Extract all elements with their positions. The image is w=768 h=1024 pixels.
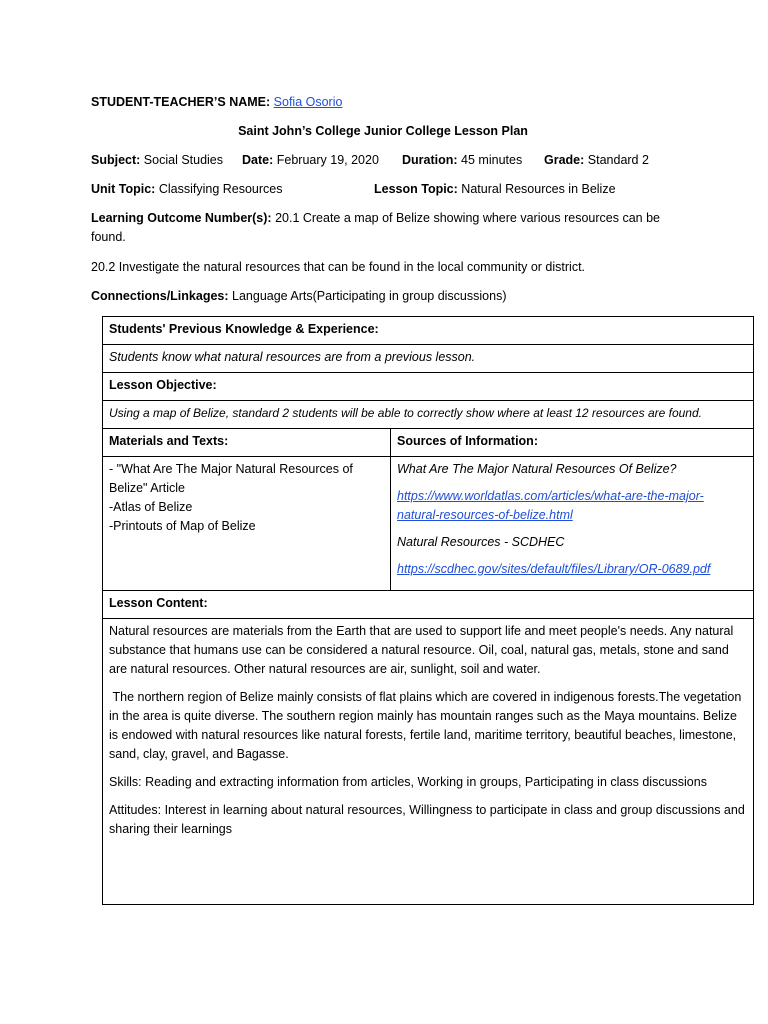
materials-cell <box>103 457 391 591</box>
materials-item: -Atlas of Belize <box>109 500 193 514</box>
learning-outcome-1: 20.1 Create a map of Belize showing where various resources can be <box>275 211 660 225</box>
duration-field <box>402 151 522 170</box>
table-row <box>103 591 754 619</box>
source-title-2: Natural Resources - SCDHEC <box>397 535 565 549</box>
objective-text: Using a map of Belize, standard 2 students will be able to correctly show where at least 12 resources are found. <box>103 401 754 429</box>
unit-topic-field <box>91 180 283 199</box>
materials-item: Belize" Article <box>109 481 185 495</box>
date-field <box>242 151 379 170</box>
table-row <box>103 401 754 429</box>
table-row <box>103 457 754 591</box>
sources-cell <box>391 457 754 591</box>
learning-outcome-2: 20.2 Investigate the natural resources that can be found in the local community or district. <box>91 260 586 274</box>
connections-label: Connections/Linkages: <box>91 289 229 303</box>
connections-value: Language Arts(Participating in group discussions) <box>232 289 507 303</box>
prior-knowledge-header: Students' Previous Knowledge & Experience: <box>103 317 754 345</box>
content-paragraph: Natural resources are materials from the Earth that are used to support life and meet people's needs. Any natural substance that humans use can be considered a natural resource. Oil, coal, natural gas, metals, stone and sand are natural resources. Other natural resources are air, sunlight, soil and water. <box>109 624 734 676</box>
lesson-plan-table <box>102 316 754 905</box>
table-row <box>103 619 754 905</box>
lesson-content-cell <box>103 619 754 905</box>
table-row <box>103 429 754 457</box>
grade-label: Grade: <box>544 153 585 167</box>
grade-value: Standard 2 <box>587 153 649 167</box>
materials-item: -Printouts of Map of Belize <box>109 519 256 533</box>
name-label: STUDENT-TEACHER’S NAME: <box>91 95 271 109</box>
skills-paragraph: Skills: Reading and extracting information from articles, Working in groups, Participating in class discussions <box>109 775 707 789</box>
duration-label: Duration: <box>402 153 458 167</box>
table-row <box>103 345 754 373</box>
source-url-1-line-a[interactable]: https://www.worldatlas.com/articles/what-are-the-major- <box>397 489 704 503</box>
source-url-1-line-b[interactable]: natural-resources-of-belize.html <box>397 508 573 522</box>
date-label: Date: <box>242 153 274 167</box>
subject-label: Subject: <box>91 153 141 167</box>
learning-outcome-line <box>91 209 660 228</box>
objective-header: Lesson Objective: <box>103 373 754 401</box>
lesson-topic-value: Natural Resources in Belize <box>461 182 616 196</box>
table-row <box>103 373 754 401</box>
learning-outcome-1-continued: found. <box>91 230 126 244</box>
source-url-2[interactable]: https://scdhec.gov/sites/default/files/Library/OR-0689.pdf <box>397 562 711 576</box>
unit-topic-label: Unit Topic: <box>91 182 156 196</box>
duration-value: 45 minutes <box>461 153 523 167</box>
source-url-1[interactable] <box>397 487 747 525</box>
lesson-topic-field <box>374 180 616 199</box>
lesson-content-header: Lesson Content: <box>103 591 754 619</box>
attitudes-paragraph: Attitudes: Interest in learning about natural resources, Willingness to participate in class and group discussions and sharing their learnings <box>109 803 745 836</box>
unit-topic-value: Classifying Resources <box>158 182 283 196</box>
lesson-topic-label: Lesson Topic: <box>374 182 458 196</box>
materials-item: - "What Are The Major Natural Resources of <box>109 462 353 476</box>
sources-header: Sources of Information: <box>391 429 754 457</box>
table-row <box>103 317 754 345</box>
content-paragraph: The northern region of Belize mainly consists of flat plains which are covered in indigenous forests.The vegetation in the area is quite diverse. The southern region mainly has mountain ranges such as the Maya mountains. Belize is endowed with natural resources like natural forests, fertile land, maritime territory, beautiful beaches, limestone, sand, clay, gravel, and Bagasse. <box>109 690 745 761</box>
student-teacher-name-line <box>91 93 342 112</box>
source-url-2-wrap[interactable] <box>397 560 747 579</box>
subject-date-line <box>91 151 223 170</box>
subject-value: Social Studies <box>143 153 224 167</box>
name-value-link[interactable]: Sofia Osorio <box>273 95 343 109</box>
learning-outcome-label: Learning Outcome Number(s): <box>91 211 272 225</box>
materials-header: Materials and Texts: <box>103 429 391 457</box>
grade-field <box>544 151 649 170</box>
source-title-1: What Are The Major Natural Resources Of Belize? <box>397 462 677 476</box>
date-value: February 19, 2020 <box>276 153 379 167</box>
connections-line <box>91 287 506 306</box>
lesson-plan-title: Saint John’s College Junior College Lesson Plan <box>238 124 528 138</box>
prior-knowledge-text: Students know what natural resources are from a previous lesson. <box>103 345 754 373</box>
